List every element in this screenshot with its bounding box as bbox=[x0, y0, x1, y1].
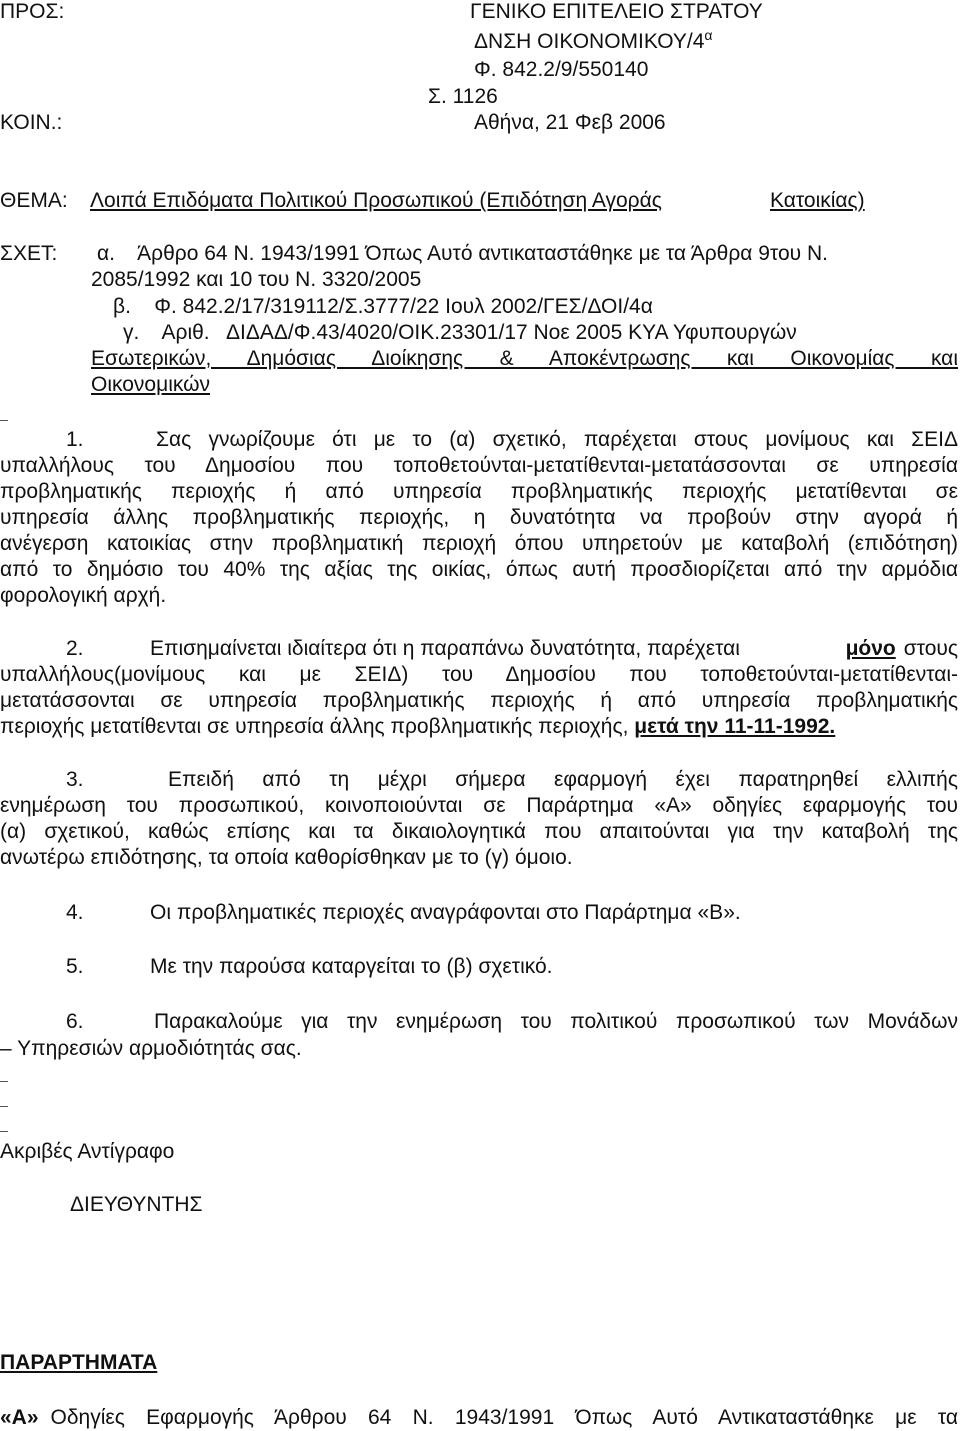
paragraph-1-number: 1. bbox=[66, 428, 84, 451]
subject-text: Λοιπά Επιδόματα Πολιτικού Προσωπικού (Επιδότηση Αγοράς bbox=[90, 189, 662, 212]
margin-mark bbox=[0, 1081, 8, 1082]
paragraph-6-line: – Υπηρεσιών αρμοδιότητάς σας. bbox=[0, 1037, 302, 1060]
annex-a-line bbox=[0, 1404, 958, 1431]
recipient: ΓΕΝΙΚΟ ΕΠΙΤΕΛΕΙΟ ΣΤΡΑΤΟΥ bbox=[470, 0, 763, 23]
paragraph-3-line: (α) σχετικού, καθώς επίσης και τα δικαιολογητικά που απαιτούνται για την καταβολή της bbox=[0, 820, 958, 843]
paragraph-6-line: Παρακαλούμε για την ενημέρωση του πολιτικού προσωπικού των Μονάδων bbox=[154, 1010, 958, 1033]
paragraph-1-line: υπηρεσία άλλης προβληματικής περιοχής, η δυνατότητα να προβούν στην αγορά ή bbox=[0, 506, 958, 529]
department-name: ΔΝΣΗ ΟΙΚΟΝΟΜΙΚΟΥ/4 bbox=[474, 30, 705, 53]
paragraph-2-emphasis-group bbox=[846, 635, 958, 662]
paragraph-1-line: ανέγερση κατοικίας στην προβληματική περιοχή όπου υπηρετούν με καταβολή (επιδότηση) bbox=[0, 532, 958, 555]
paragraph-2-number: 2. bbox=[66, 637, 84, 660]
paragraph-1-line: φορολογική αρχή. bbox=[0, 584, 167, 607]
paragraph-5-number: 5. bbox=[66, 955, 84, 978]
paragraph-3-line: ανωτέρω επιδότησης, τα οποία καθορίσθηκαν με το (γ) όμοιο. bbox=[0, 846, 573, 869]
paragraph-4-text: Οι προβληματικές περιοχές αναγράφονται στο Παράρτημα «Β». bbox=[150, 901, 741, 924]
department-sup: α bbox=[704, 27, 713, 43]
cc-label: ΚΟΙΝ.: bbox=[0, 111, 63, 134]
paragraph-6-number: 6. bbox=[66, 1010, 84, 1033]
related-a-line2: 2085/1992 και 10 του Ν. 3320/2005 bbox=[91, 268, 422, 291]
paragraph-2-line bbox=[0, 713, 835, 740]
related-a-line1: α. Άρθρο 64 Ν. 1943/1991 Όπως Αυτό αντικαταστάθηκε με τα Άρθρα 9του Ν. bbox=[97, 242, 828, 265]
to-label: ΠΡΟΣ: bbox=[0, 0, 65, 23]
department bbox=[474, 28, 713, 55]
subject-text-end: Κατοικίας) bbox=[770, 189, 865, 212]
paragraph-1-line: υπαλλήλους του Δημοσίου που τοποθετούνται-μετατίθενται-μετατάσσονται σε υπηρεσία bbox=[0, 454, 958, 477]
paragraph-2-text: στους bbox=[903, 637, 958, 660]
related-b-line: β. Φ. 842.2/17/319112/Σ.3777/22 Ιουλ 2002/ΓΕΣ/ΔΟΙ/4α bbox=[113, 295, 653, 318]
paragraph-2-line: μετατάσσονται σε υπηρεσία προβληματικής περιοχής ή από υπηρεσία προβληματικής bbox=[0, 689, 958, 712]
paragraph-5-text: Με την παρούσα καταργείται το (β) σχετικό. bbox=[150, 955, 553, 978]
paragraph-4-number: 4. bbox=[66, 901, 84, 924]
margin-mark bbox=[0, 1106, 8, 1107]
paragraph-1-line: από το δημόσιο του 40% της αξίας της οικίας, όπως αυτή προσδιορίζεται από την αρμόδια bbox=[0, 558, 958, 581]
paragraph-3-line: Επειδή από τη μέχρι σήμερα εφαρμογή έχει παρατηρηθεί ελλιπής bbox=[168, 768, 958, 791]
certified-copy: Ακριβές Αντίγραφο bbox=[0, 1140, 175, 1163]
emphasis-date: μετά την 11-11-1992. bbox=[634, 715, 836, 738]
annex-a-text: Οδηγίες Εφαρμογής Άρθρου 64 Ν. 1943/1991 Όπως Αυτό Αντικαταστάθηκε με τα bbox=[50, 1406, 958, 1429]
paragraph-3-number: 3. bbox=[66, 768, 84, 791]
paragraph-2-text: περιοχής μετατίθενται σε υπηρεσία άλλης προβληματικής περιοχής, bbox=[0, 715, 629, 738]
paragraph-3-line: ενημέρωση του προσωπικού, κοινοποιούνται σε Παράρτημα «Α» οδηγίες εφαρμογής του bbox=[0, 794, 958, 817]
annex-a-label: «Α» bbox=[0, 1406, 39, 1429]
annexes-heading: ΠΑΡΑΡΤΗΜΑΤΑ bbox=[0, 1351, 158, 1374]
reference-number: Φ. 842.2/9/550140 bbox=[474, 58, 649, 81]
paragraph-1-line: Σας γνωρίζουμε ότι με το (α) σχετικό, παρέχεται στους μονίμους και ΣΕΙΔ bbox=[156, 428, 958, 451]
reference-number-2: Σ. 1126 bbox=[428, 85, 498, 108]
paragraph-2-line: υπαλλήλους(μονίμους και με ΣΕΙΔ) του Δημοσίου που τοποθετούνται-μετατίθενται- bbox=[0, 663, 958, 686]
subject-label: ΘΕΜΑ: bbox=[0, 189, 68, 212]
emphasis-only: μόνο bbox=[845, 637, 896, 660]
document-date: Αθήνα, 21 Φεβ 2006 bbox=[474, 111, 666, 134]
margin-mark bbox=[0, 420, 8, 421]
related-c-line1: γ. Αριθ. ΔΙΔΑΔ/Φ.43/4020/ΟΙΚ.23301/17 Νοε 2005 ΚΥΑ Υφυπουργών bbox=[123, 321, 797, 344]
related-label: ΣΧΕΤ: bbox=[0, 242, 58, 265]
paragraph-2-text: Επισημαίνεται ιδιαίτερα ότι η παραπάνω δυνατότητα, παρέχεται bbox=[150, 637, 740, 660]
director-title: ΔΙΕΥΘΥΝΤΗΣ bbox=[70, 1193, 203, 1216]
related-c-line2: Εσωτερικών, Δημόσιας Διοίκησης & Αποκέντρωσης και Οικονομίας και bbox=[91, 347, 958, 370]
related-c-line3: Οικονομικών bbox=[91, 373, 211, 396]
margin-mark bbox=[0, 1131, 8, 1132]
paragraph-2-line bbox=[150, 635, 958, 662]
paragraph-1-line: προβληματικής περιοχής ή από υπηρεσία προβληματικής περιοχής μετατίθενται σε bbox=[0, 480, 958, 503]
